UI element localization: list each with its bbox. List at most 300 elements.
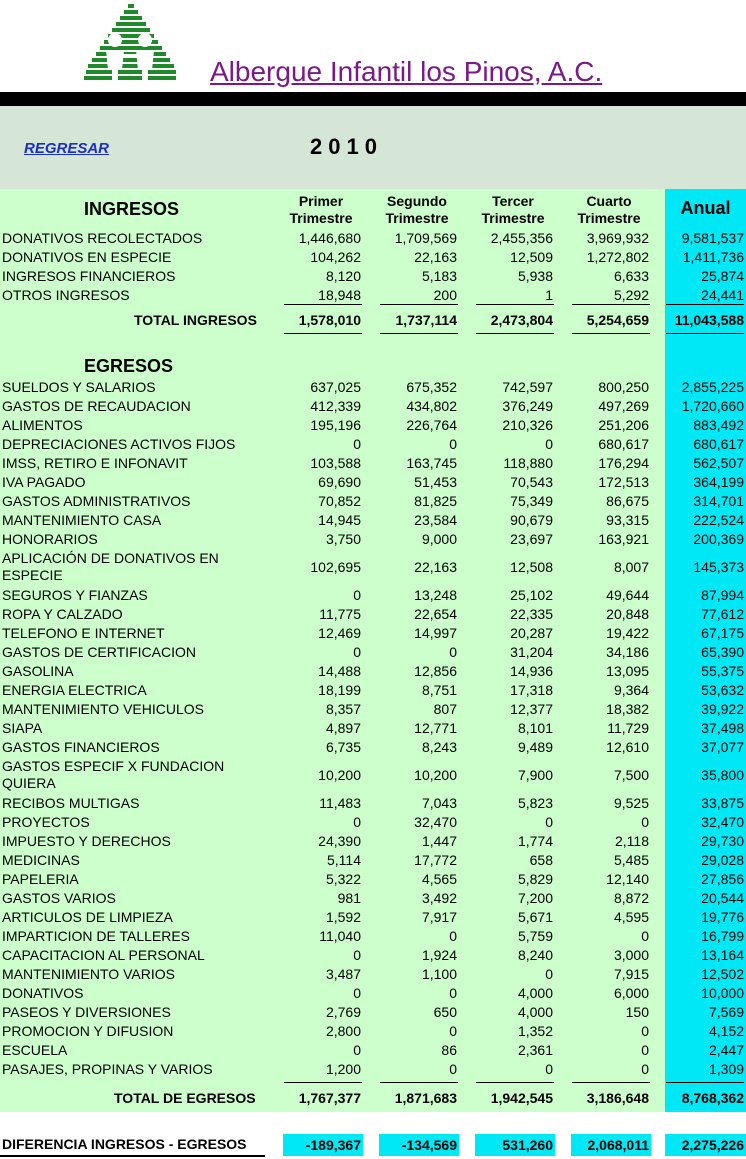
cell-annual: 65,390 (701, 644, 744, 660)
cell-q3: 12,509 (510, 249, 553, 265)
table-row (0, 586, 746, 605)
cell-q4: 93,315 (606, 512, 649, 528)
cell-annual: 19,776 (701, 909, 744, 925)
row-label-line1: TELEFONO E INTERNET (2, 625, 165, 641)
table-row (0, 397, 746, 416)
row-label-line1: INGRESOS FINANCIEROS (2, 268, 176, 284)
cell-q2: 1,709,569 (394, 230, 457, 246)
cell-annual: 67,175 (701, 625, 744, 641)
cell-q4: 163,921 (598, 531, 649, 547)
egresos-title: EGRESOS (84, 356, 174, 376)
cell-q1: 4,897 (325, 720, 361, 736)
cell-annual: 883,492 (693, 417, 744, 433)
cell-q4: 497,269 (598, 398, 649, 414)
cell-q1: 102,695 (310, 559, 361, 575)
cell-q3: 31,204 (510, 644, 553, 660)
cell-q3: 23,697 (510, 531, 553, 547)
cell-q2: 3,492 (421, 890, 457, 906)
cell-annual: 9,581,537 (681, 230, 744, 246)
difference-label: DIFERENCIA INGRESOS - EGRESOS (2, 1136, 247, 1152)
cell-q4: 7,915 (613, 966, 649, 982)
table-row (0, 946, 746, 965)
cell-annual: 222,524 (693, 512, 744, 528)
cell-q4: 251,206 (598, 417, 649, 433)
cell-q4: 172,513 (598, 474, 649, 490)
column-header-q4: Cuarto Trimestre (577, 193, 641, 226)
cell-annual: 37,498 (701, 720, 744, 736)
egresos-q3-underline (476, 1082, 554, 1083)
cell-annual: 10,000 (701, 985, 744, 1001)
table-row (0, 965, 746, 984)
table-row (0, 416, 746, 435)
row-label-line1: IMPARTICION DE TALLERES (2, 928, 191, 944)
cell-q1: 0 (353, 644, 361, 660)
cell-q4: 8,872 (613, 890, 649, 906)
cell-annual: 29,730 (701, 833, 744, 849)
cell-q4: 150 (625, 1004, 649, 1020)
total-egresos-q3: 1,942,545 (490, 1090, 553, 1106)
cell-q4: 12,140 (606, 871, 649, 887)
row-label (2, 1060, 213, 1079)
column-header-annual: Anual (680, 198, 731, 218)
cell-q1: 981 (337, 890, 361, 906)
row-label (2, 832, 171, 851)
egresos-annual-underline (666, 1082, 744, 1083)
cell-q1: 3,750 (325, 531, 361, 547)
total-ingresos-q4: 5,254,659 (586, 312, 649, 328)
total-ingresos-q2: 1,737,114 (395, 312, 457, 328)
cell-q1: 0 (353, 587, 361, 603)
page-header (0, 0, 746, 92)
cell-annual: 29,028 (701, 852, 744, 868)
cell-q1: 103,588 (310, 455, 361, 471)
cell-q4: 9,364 (613, 682, 649, 698)
row-label-line1: ROPA Y CALZADO (2, 606, 123, 622)
ingresos-q1-underline (284, 304, 362, 305)
cell-annual: 2,447 (708, 1042, 744, 1058)
cell-q1: 6,735 (325, 739, 361, 755)
cell-q2: 434,802 (406, 398, 457, 414)
row-label-line2: QUIERA (2, 775, 56, 791)
row-label (2, 454, 188, 473)
cell-q2: 675,352 (406, 379, 457, 395)
row-label (2, 946, 205, 965)
row-label-line1: GASTOS ESPECIF X FUNDACION (2, 758, 225, 774)
cell-q3: 0 (545, 814, 553, 830)
cell-q3: 1 (545, 287, 553, 303)
cell-q2: 1,924 (421, 947, 457, 963)
cell-q4: 6,000 (613, 985, 649, 1001)
total-egresos-q2: 1,871,683 (394, 1090, 457, 1106)
cell-q4: 0 (641, 1023, 649, 1039)
cell-q4: 6,633 (613, 268, 649, 284)
table-row (0, 435, 746, 454)
cell-annual: 12,502 (701, 966, 744, 982)
row-label-line1: MANTENIMIENTO VARIOS (2, 966, 175, 982)
cell-q4: 12,610 (606, 739, 649, 755)
row-label (2, 492, 191, 511)
table-row (0, 378, 746, 397)
cell-q3: 0 (545, 436, 553, 452)
cell-q3: 2,361 (517, 1042, 553, 1058)
table-row (0, 662, 746, 681)
row-label (2, 1022, 173, 1041)
cell-q3: 8,101 (517, 720, 553, 736)
pine-tree-logo-icon (84, 4, 176, 86)
ingresos-q2-underline (380, 304, 458, 305)
ingresos-title: INGRESOS (84, 199, 180, 219)
table-row (0, 870, 746, 889)
cell-q3: 25,102 (510, 587, 553, 603)
row-label (2, 435, 235, 454)
difference-label-underline (0, 1155, 265, 1157)
row-label (2, 378, 156, 397)
cell-q4: 18,382 (606, 701, 649, 717)
cell-q2: 7,917 (421, 909, 457, 925)
cell-annual: 53,632 (701, 682, 744, 698)
cell-q2: 1,100 (421, 966, 457, 982)
row-label (2, 889, 116, 908)
cell-q4: 0 (641, 1042, 649, 1058)
cell-q2: 0 (449, 985, 457, 1001)
row-label (2, 397, 191, 416)
row-label-line1: MEDICINAS (2, 852, 80, 868)
organization-title[interactable]: Albergue Infantil los Pinos, A.C. (210, 56, 603, 87)
cell-q2: 0 (449, 1023, 457, 1039)
cell-q2: 8,751 (421, 682, 457, 698)
cell-q2: 1,447 (421, 833, 457, 849)
cell-q3: 22,335 (510, 606, 553, 622)
cell-q2: 14,997 (414, 625, 457, 641)
row-label-line1: PASAJES, PROPINAS Y VARIOS (2, 1061, 213, 1077)
total-ingresos-q2-double-underline (380, 333, 458, 334)
row-label-line1: MANTENIMIENTO CASA (2, 512, 162, 528)
difference-annual: 2,275,226 (665, 1134, 746, 1156)
cell-q1: 637,025 (310, 379, 361, 395)
egresos-q2-underline (380, 1082, 458, 1083)
total-ingresos-row (0, 311, 746, 330)
cell-q4: 7,500 (613, 767, 649, 783)
cell-q2: 0 (449, 644, 457, 660)
table-row (0, 550, 746, 583)
cell-q2: 81,825 (414, 493, 457, 509)
total-ingresos-annual-double-underline (666, 333, 744, 334)
cell-q4: 680,617 (598, 436, 649, 452)
cell-q1: 18,199 (318, 682, 361, 698)
row-label (2, 473, 86, 492)
cell-q1: 10,200 (318, 767, 361, 783)
row-label (2, 530, 98, 549)
cell-q1: 1,200 (325, 1061, 361, 1077)
cell-q1: 104,262 (310, 249, 361, 265)
cell-annual: 55,375 (701, 663, 744, 679)
row-label (2, 229, 202, 248)
cell-q4: 34,186 (606, 644, 649, 660)
cell-q3: 5,829 (517, 871, 553, 887)
cell-q2: 22,163 (414, 559, 457, 575)
back-link[interactable]: REGRESAR (24, 140, 110, 157)
cell-q2: 51,453 (414, 474, 457, 490)
cell-q4: 176,294 (598, 455, 649, 471)
cell-annual: 7,569 (708, 1004, 744, 1020)
cell-annual: 33,875 (701, 795, 744, 811)
row-label-line1: IVA PAGADO (2, 474, 86, 490)
row-label (2, 813, 90, 832)
row-label (2, 1003, 171, 1022)
row-label (2, 700, 204, 719)
cell-q1: 11,040 (319, 928, 361, 944)
cell-q3: 9,489 (517, 739, 553, 755)
cell-q3: 0 (545, 1061, 553, 1077)
row-label-line2: ESPECIE (2, 567, 63, 583)
row-label-line1: ALIMENTOS (2, 417, 83, 433)
cell-q4: 3,969,932 (586, 230, 649, 246)
cell-q1: 195,196 (310, 417, 361, 433)
cell-q2: 12,771 (414, 720, 457, 736)
cell-annual: 1,720,660 (681, 398, 744, 414)
cell-q3: 742,597 (502, 379, 553, 395)
cell-q4: 19,422 (606, 625, 649, 641)
total-ingresos-q3-double-underline (476, 333, 554, 334)
row-label-line1: SEGUROS Y FIANZAS (2, 587, 148, 603)
row-label (2, 624, 165, 643)
table-row (0, 758, 746, 791)
cell-q2: 200 (433, 287, 457, 303)
row-label-line1: GASOLINA (2, 663, 74, 679)
cell-q3: 5,759 (517, 928, 553, 944)
cell-q2: 22,163 (414, 249, 457, 265)
total-egresos-annual: 8,768,362 (681, 1090, 744, 1106)
cell-q4: 2,118 (615, 833, 649, 849)
total-ingresos-q4-double-underline (572, 333, 650, 334)
total-egresos-q1: 1,767,377 (298, 1090, 361, 1106)
row-label-line1: DONATIVOS (2, 985, 84, 1001)
cell-annual: 27,856 (701, 871, 744, 887)
cell-q1: 0 (353, 814, 361, 830)
row-label-line1: GASTOS DE CERTIFICACION (2, 644, 196, 660)
row-label-line1: IMSS, RETIRO E INFONAVIT (2, 455, 188, 471)
cell-q1: 412,339 (310, 398, 361, 414)
cell-q2: 9,000 (421, 531, 457, 547)
cell-q1: 8,120 (325, 268, 361, 284)
table-row (0, 286, 746, 305)
difference-q4: 2,068,011 (571, 1134, 651, 1156)
table-row (0, 1060, 746, 1079)
cell-q4: 13,095 (606, 663, 649, 679)
cell-q3: 14,936 (510, 663, 553, 679)
cell-annual: 4,152 (708, 1023, 744, 1039)
cell-annual: 1,309 (708, 1061, 744, 1077)
row-label (2, 586, 148, 605)
table-row (0, 700, 746, 719)
row-label (2, 416, 83, 435)
table-row (0, 454, 746, 473)
row-label-line1: GASTOS ADMINISTRATIVOS (2, 493, 191, 509)
cell-q3: 5,938 (517, 268, 553, 284)
cell-annual: 145,373 (693, 559, 744, 575)
cell-q4: 5,292 (613, 287, 649, 303)
total-ingresos-label: TOTAL INGRESOS (134, 312, 257, 328)
cell-q2: 163,745 (406, 455, 457, 471)
row-label (2, 662, 74, 681)
cell-q2: 0 (449, 928, 457, 944)
cell-q1: 1,446,680 (298, 230, 361, 246)
cell-q3: 75,349 (510, 493, 553, 509)
row-label (2, 758, 224, 792)
cell-q2: 23,584 (414, 512, 457, 528)
row-label-line1: PASEOS Y DIVERSIONES (2, 1004, 171, 1020)
cell-q3: 4,000 (517, 985, 553, 1001)
table-row (0, 719, 746, 738)
cell-q3: 20,287 (510, 625, 553, 641)
cell-q3: 8,240 (517, 947, 553, 963)
cell-q3: 2,455,356 (490, 230, 553, 246)
row-label (2, 550, 219, 584)
row-label (2, 248, 171, 267)
cell-q3: 4,000 (517, 1004, 553, 1020)
table-row (0, 813, 746, 832)
table-row (0, 1022, 746, 1041)
cell-q4: 86,675 (606, 493, 649, 509)
ingresos-annual-underline (666, 304, 744, 305)
egresos-q1-underline (284, 1082, 362, 1083)
cell-q3: 210,326 (502, 417, 553, 433)
cell-q2: 650 (433, 1004, 457, 1020)
row-label (2, 605, 123, 624)
cell-q1: 2,769 (325, 1004, 361, 1020)
cell-annual: 314,701 (693, 493, 744, 509)
row-label-line1: RECIBOS MULTIGAS (2, 795, 140, 811)
cell-q1: 69,690 (318, 474, 361, 490)
cell-q1: 5,114 (327, 852, 361, 868)
difference-q3: 531,260 (475, 1134, 555, 1156)
cell-annual: 1,411,736 (682, 249, 744, 265)
cell-q3: 12,377 (510, 701, 553, 717)
cell-q1: 24,390 (318, 833, 361, 849)
cell-q4: 0 (641, 928, 649, 944)
cell-annual: 364,199 (693, 474, 744, 490)
cell-annual: 680,617 (693, 436, 744, 452)
cell-q4: 800,250 (598, 379, 649, 395)
row-label-line1: GASTOS DE RECAUDACION (2, 398, 191, 414)
table-row (0, 927, 746, 946)
cell-q1: 1,592 (325, 909, 361, 925)
cell-annual: 16,799 (701, 928, 744, 944)
cell-q3: 376,249 (502, 398, 553, 414)
cell-q2: 0 (449, 1061, 457, 1077)
row-label-line1: GASTOS VARIOS (2, 890, 116, 906)
cell-q4: 20,848 (606, 606, 649, 622)
cell-q4: 9,525 (613, 795, 649, 811)
total-egresos-label: TOTAL DE EGRESOS (114, 1090, 256, 1106)
difference-q1: -189,367 (283, 1134, 363, 1156)
cell-q4: 5,485 (613, 852, 649, 868)
table-row (0, 794, 746, 813)
total-egresos-row (0, 1089, 746, 1108)
row-label-line1: DEPRECIACIONES ACTIVOS FIJOS (2, 436, 236, 452)
table-row (0, 229, 746, 248)
row-label (2, 908, 173, 927)
row-label (2, 927, 190, 946)
table-row (0, 889, 746, 908)
cell-q3: 17,318 (510, 682, 553, 698)
table-row (0, 851, 746, 870)
column-header-q2: Segundo Trimestre (385, 193, 449, 226)
cell-q3: 1,352 (517, 1023, 553, 1039)
table-row (0, 1041, 746, 1060)
cell-q3: 0 (545, 966, 553, 982)
cell-q3: 118,880 (503, 455, 553, 471)
column-header-q3: Tercer Trimestre (481, 193, 545, 226)
row-label-line1: ARTICULOS DE LIMPIEZA (2, 909, 173, 925)
egresos-q4-underline (572, 1082, 650, 1083)
cell-q2: 32,470 (414, 814, 457, 830)
row-label-line1: ENERGIA ELECTRICA (2, 682, 147, 698)
cell-q1: 0 (353, 947, 361, 963)
cell-q3: 90,679 (510, 512, 553, 528)
cell-q4: 49,644 (606, 587, 649, 603)
cell-q1: 14,488 (318, 663, 361, 679)
cell-q2: 7,043 (421, 795, 457, 811)
table-row (0, 267, 746, 286)
cell-q3: 12,508 (510, 559, 553, 575)
table-row (0, 473, 746, 492)
table-row (0, 984, 746, 1003)
cell-q2: 22,654 (414, 606, 457, 622)
report-year: 2010 (310, 134, 383, 159)
total-ingresos-q1: 1,578,010 (298, 312, 361, 328)
cell-q4: 0 (641, 1061, 649, 1077)
cell-annual: 77,612 (701, 606, 744, 622)
cell-q2: 0 (449, 436, 457, 452)
cell-q1: 0 (353, 436, 361, 452)
table-row (0, 738, 746, 757)
table-row (0, 624, 746, 643)
cell-q2: 86 (441, 1042, 457, 1058)
section-separator (0, 1112, 746, 1132)
table-row (0, 248, 746, 267)
cell-q2: 12,856 (414, 663, 457, 679)
cell-q1: 14,945 (318, 512, 361, 528)
row-label (2, 965, 175, 984)
cell-q1: 0 (353, 1042, 361, 1058)
header-divider (0, 92, 746, 106)
cell-q1: 5,322 (325, 871, 361, 887)
row-label-line1: HONORARIOS (2, 531, 98, 547)
cell-q4: 0 (641, 814, 649, 830)
difference-q2: -134,569 (379, 1134, 459, 1156)
cell-q3: 7,200 (517, 890, 553, 906)
table-row (0, 832, 746, 851)
cell-q1: 2,800 (325, 1023, 361, 1039)
ingresos-q4-underline (572, 304, 650, 305)
cell-q1: 11,775 (319, 606, 361, 622)
cell-annual: 20,544 (701, 890, 744, 906)
difference-row (0, 1132, 746, 1159)
row-label-line1: CAPACITACION AL PERSONAL (2, 947, 205, 963)
total-ingresos-q3: 2,473,804 (490, 312, 553, 328)
row-label-line1: OTROS INGRESOS (2, 287, 130, 303)
table-row (0, 605, 746, 624)
row-label (2, 738, 160, 757)
row-label-line1: IMPUESTO Y DERECHOS (2, 833, 171, 849)
cell-q1: 12,469 (318, 625, 361, 641)
cell-annual: 13,164 (701, 947, 744, 963)
cell-q2: 807 (433, 701, 457, 717)
row-label (2, 851, 80, 870)
cell-annual: 200,369 (693, 531, 744, 547)
cell-q3: 1,774 (517, 833, 553, 849)
